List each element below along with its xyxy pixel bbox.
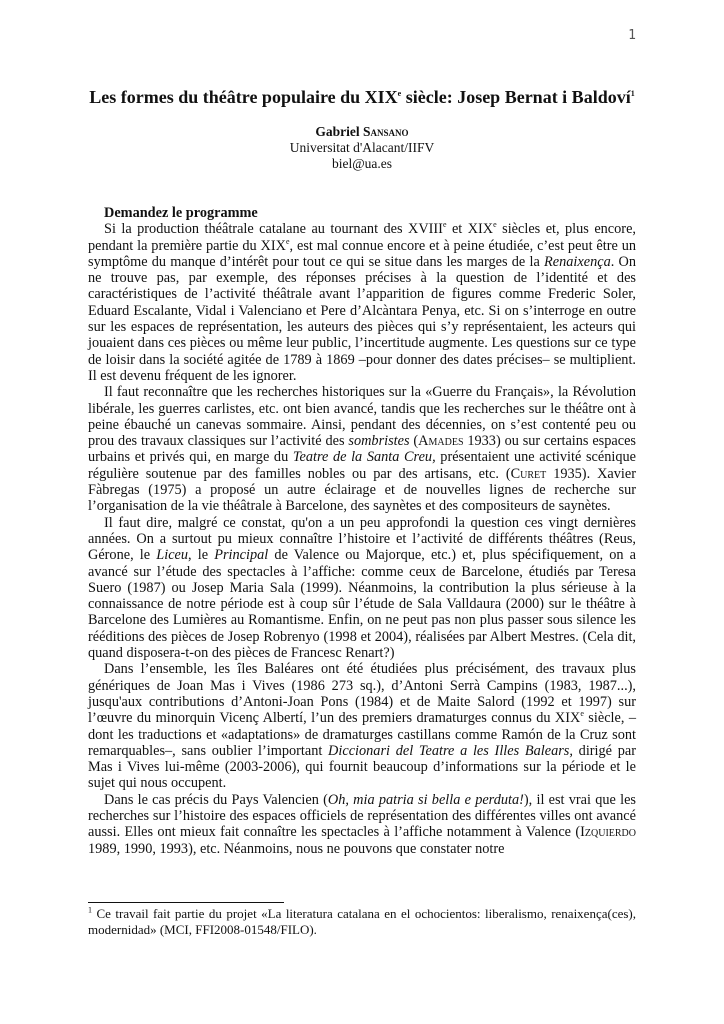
p5-italic-quote: Oh, mia patria si bella e perduta! xyxy=(327,791,524,808)
p1-text-d: , est mal connue encore et à peine étudiée, c’est peut être un symptôme du manque d’intérêt pour tout ce qui se situe dans les marges de la xyxy=(88,237,637,270)
paragraph-5 xyxy=(88,792,636,857)
sup-e: e xyxy=(580,709,584,719)
article-title xyxy=(88,86,636,108)
p5-text-c: ), il est vrai que les recherches sur l’histoire des espaces officiels de représentation des différentes villes ont avancé aussi. Elles ont mieux fait connaître les spectacles à l’affiche notamment à Valence ( xyxy=(88,791,636,841)
p4-text-b: siècle, – dont les traductions et «adaptations» de dramaturges castillans comme Ramón de la Cruz sont remarquables–, sans oublier l’important xyxy=(88,710,636,759)
paragraph-1 xyxy=(88,221,636,384)
author-block xyxy=(88,124,636,172)
p1-text-f: . On ne trouve pas, par exemple, des réponses précises à la question de l’identité et des caractéristiques de l’activité théâtrale avant l’apparition de figures comme Frederic Soler, Eduard Escalante, Vidal i Valenciano et Pere d’Alcàntara Penya, etc. Si on s’interroge en outre sur les espaces de représentation, les auteurs des pièces qui s’y représentaient, les acteurs qui jouaient dans ces pièces ou même leur public, l’incertitude augmente. Les questions sur ce type de loisir dans la société agitée de 1789 à 1869 –pour donner des dates précises– se multiplient. Il est devenu fréquent de les ignorer. xyxy=(88,253,636,384)
title-main: Les formes du théâtre populaire du XIX xyxy=(89,87,398,107)
p5-citation-izquierdo: Izquierdo xyxy=(580,824,636,841)
footnote-text: Ce travail fait partie du projet «La literatura catalana en el ochocientos: liberalismo, renaixença(ces), modernidad» (MCI, FFI2008-01548/FILO). xyxy=(88,906,636,937)
page-number: 1 xyxy=(628,28,636,43)
paragraph-4 xyxy=(88,661,636,791)
p3-italic-principal: Principal xyxy=(214,547,269,564)
p3-italic-liceu: Liceu xyxy=(156,547,189,564)
author-last-name: Sansano xyxy=(363,124,409,139)
p1-text-b: et XIX xyxy=(446,221,494,238)
p4-text-a: Dans l’ensemble, les îles Baléares ont été étudiées plus précisément, des travaux plus génériques de Joan Mas i Vives (1986 273 sq.), d’Antoni Serrà Campins (1983, 1987...), jusqu'aux contributions d’Antoni-Joan Pons (1984) et de Maite Salord (1992 et 1997) sur l’œuvre du minorquin Vicenç Albertí, l’un des premiers dramaturges connus du XIX xyxy=(88,661,636,727)
p5-text-e: 1989, 1990, 1993), etc. Néanmoins, nous ne pouvons que constater notre xyxy=(88,840,505,857)
p2-citation-amades: Amades xyxy=(418,433,464,450)
p3-text-e: de Valence ou Majorque, etc.) et, plus spécifiquement, on a avancé sur l’étude des spectacles à l’affiche: comme ceux de Barcelone, étudiés par Teresa Suero (1987) ou Josep Maria Sala (1999). Néanmoins, la contribution la plus sérieuse à la connaissance de notre période est à coup sûr l’étude de Sala Valldaura (2000) sur le théâtre à Barcelone des Lumières au Romantisme. Enfin, on ne peut pas non plus passer sous silence les rééditions des pièces de Josep Robrenyo (1998 et 2004), réalisées par Albert Mestres. (Cela dit, quand disposera-t-on des pièces de Francesc Renart?) xyxy=(88,547,636,662)
footnote-divider xyxy=(88,902,284,903)
author-name xyxy=(88,124,636,140)
p4-italic-diccionari: Diccionari del Teatre a les Illes Balears, xyxy=(328,742,573,759)
p2-citation-curet: Curet xyxy=(510,465,547,482)
author-first-name: Gabriel xyxy=(315,124,364,139)
p2-italic-teatre: Teatre de la Santa Creu, xyxy=(292,449,436,466)
footnote xyxy=(88,906,636,938)
p1-text-a: Si la production théâtrale catalane au tournant des XVIII xyxy=(104,221,443,238)
p3-text-a: Il faut dire, malgré ce constat, qu'on a un peu approfondi la question ces vingt dernières années. On a surtout pu mieux connaître l’histoire et l’activité de différents théâtres (Reus, Gérone, le xyxy=(88,514,636,564)
p3-text-c: , le xyxy=(188,547,215,564)
p5-text-a: Dans le cas précis du Pays Valencien ( xyxy=(104,791,328,808)
p2-text-g: présentaient une activité scénique régulière soutenue par des familles nobles ou par des artisans, etc. ( xyxy=(88,449,636,482)
p4-text-d: dirigé par Mas i Vives lui-même (2003-2006), qui fournit beaucoup d’informations sur la période et le sujet qui nous occupent. xyxy=(88,742,636,792)
paragraph-3 xyxy=(88,515,636,662)
title-sup-e: e xyxy=(397,89,402,98)
paragraph-2 xyxy=(88,384,636,514)
p2-text-i: 1935). Xavier Fàbregas (1975) a proposé un autre éclairage et de nouvelles lignes de recherche sur l’organisation de la vie théâtrale à Barcelone, des saynètes et des compositeurs de saynètes. xyxy=(88,465,636,515)
p2-text-a: Il faut reconnaître que les recherches historiques sur la «Guerre du Français», la Révolution libérale, les guerres carlistes, etc. ont bien avancé, tandis que les recherches sur le théâtre ont à peine ébauché un canevas sommaire. Ainsi, pendant des décennies, on s’est contenté peu ou prou des travaux classiques sur l’activité des xyxy=(88,384,636,450)
p2-italic-sombristes: sombristes xyxy=(348,433,410,450)
author-affiliation: Universitat d'Alacant/IIFV xyxy=(289,140,435,155)
sup-e: e xyxy=(493,220,497,230)
title-rest: siècle: Josep Bernat i Baldoví xyxy=(401,87,631,107)
p2-text-c: ( xyxy=(409,433,419,450)
title-footnote-ref: 1 xyxy=(630,89,635,98)
footnote-marker: 1 xyxy=(88,905,92,915)
author-email: biel@ua.es xyxy=(331,156,393,171)
p1-italic-renaixenca: Renaixença xyxy=(544,253,611,270)
p1-text-c: siècles et, plus encore, pendant la première partie du XIX xyxy=(88,221,636,254)
sup-e: e xyxy=(285,236,290,246)
section-heading: Demandez le programme xyxy=(104,205,258,221)
article-body xyxy=(88,205,636,857)
sup-e: e xyxy=(442,220,447,230)
p2-text-e: 1933) ou sur certains espaces urbains et privés qui, en marge du xyxy=(88,433,636,466)
